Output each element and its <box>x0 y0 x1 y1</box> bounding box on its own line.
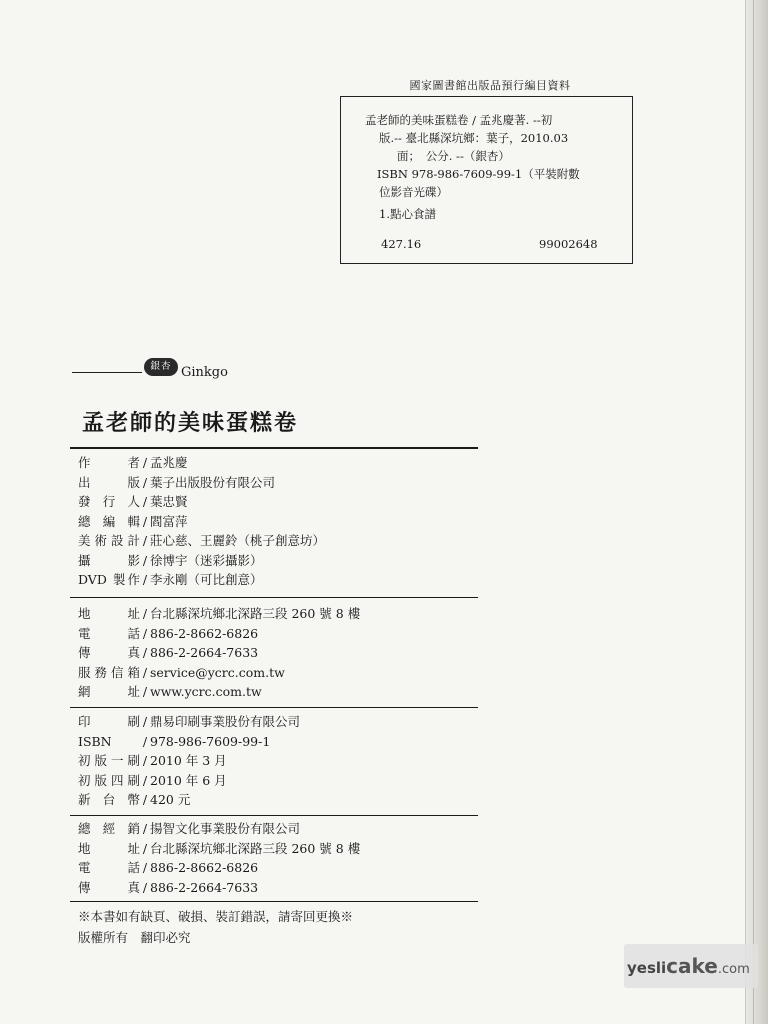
cip-line: 孟老師的美味蛋糕卷 / 孟兆慶著. --初 <box>365 113 553 127</box>
print-row: 新 台 幣 / 420 元 <box>78 790 478 810</box>
row-value: 420 元 <box>150 792 191 807</box>
cip-line: 面； 公分. --（銀杏） <box>397 149 510 163</box>
row-value: 886-2-2664-7633 <box>150 645 259 660</box>
row-label: 總 經 銷 <box>78 821 140 836</box>
print-section <box>78 712 478 810</box>
contact-row: 傳 真 / 886-2-2664-7633 <box>78 643 478 663</box>
row-label: DVD 製作 <box>78 572 140 587</box>
ginkgo-seal-logo: 銀杏 <box>144 358 178 376</box>
row-label: 新 台 幣 <box>78 792 140 807</box>
divider <box>70 815 478 816</box>
row-value: www.ycrc.com.tw <box>150 684 262 699</box>
row-label: 網 址 <box>78 684 140 699</box>
row-label: 發 行 人 <box>78 494 140 509</box>
row-label: 服務信箱 <box>78 664 140 680</box>
row-value: 孟兆慶 <box>150 455 188 470</box>
contact-row: 服務信箱 / service@ycrc.com.tw <box>78 663 478 683</box>
row-value: 鼎易印刷事業股份有限公司 <box>150 714 301 729</box>
book-title: 孟老師的美味蛋糕卷 <box>82 410 299 436</box>
page-edge <box>745 0 768 1024</box>
row-label: 傳 真 <box>78 879 140 895</box>
divider <box>70 447 478 449</box>
divider <box>70 597 478 598</box>
brand-name: Ginkgo <box>181 365 228 380</box>
distributor-row: 電 話 / 886-2-8662-6826 <box>78 858 478 878</box>
row-label: 電 話 <box>78 625 140 641</box>
distributor-row: 地 址 / 台北縣深坑鄉北深路三段 260 號 8 樓 <box>78 839 478 859</box>
page-edge-line <box>753 0 754 1024</box>
row-label: 初版一刷 <box>78 753 140 768</box>
row-value: 莊心慈、王麗鈴（桃子創意坊） <box>150 533 326 548</box>
distributor-section <box>78 819 478 897</box>
row-label: 傳 真 <box>78 645 140 660</box>
row-label: 攝 影 <box>78 552 140 568</box>
row-value: 揚智文化事業股份有限公司 <box>150 821 301 836</box>
divider <box>70 707 478 708</box>
site-watermark <box>624 944 758 988</box>
watermark-part: cake <box>666 954 718 978</box>
credit-row: DVD 製作 / 李永剛（可比創意） <box>78 570 478 590</box>
row-value: 886-2-8662-6826 <box>150 625 259 641</box>
row-value: 台北縣深坑鄉北深路三段 260 號 8 樓 <box>150 840 361 856</box>
row-label: 總 編 輯 <box>78 513 140 529</box>
row-value: 徐博宇（迷彩攝影） <box>150 552 263 568</box>
print-row: ISBN / 978-986-7609-99-1 <box>78 732 478 752</box>
contact-section <box>78 604 478 702</box>
watermark-part: .com <box>717 962 750 977</box>
row-label: 出 版 <box>78 474 140 490</box>
credit-row: 攝 影 / 徐博宇（迷彩攝影） <box>78 551 478 571</box>
row-value: service@ycrc.com.tw <box>150 664 285 680</box>
row-label: 地 址 <box>78 606 140 621</box>
series-brand <box>72 358 492 382</box>
row-value: 2010 年 6 月 <box>150 772 227 788</box>
print-row: 初版一刷 / 2010 年 3 月 <box>78 751 478 771</box>
brand-rule <box>72 372 142 373</box>
row-value: 2010 年 3 月 <box>150 753 227 768</box>
row-label: 初版四刷 <box>78 772 140 788</box>
cip-record-number: 99002648 <box>539 237 598 251</box>
row-value: 葉忠賢 <box>150 494 188 509</box>
cip-class-number: 427.16 <box>381 237 422 251</box>
notice-rights: 版權所有 翻印必究 <box>78 930 191 945</box>
cip-line: 1.點心食譜 <box>379 207 436 221</box>
credit-row: 出 版 / 葉子出版股份有限公司 <box>78 473 478 493</box>
row-value: 葉子出版股份有限公司 <box>150 474 276 490</box>
row-label: 美術設計 <box>78 533 140 548</box>
contact-row: 網 址 / www.ycrc.com.tw <box>78 682 478 702</box>
credit-row: 美術設計 / 莊心慈、王麗鈴（桃子創意坊） <box>78 531 478 551</box>
row-value: 886-2-8662-6826 <box>150 860 259 875</box>
row-label: 電 話 <box>78 860 140 875</box>
cip-heading: 國家圖書館出版品預行編目資料 <box>409 79 571 92</box>
row-value: 閻富萍 <box>150 513 188 529</box>
print-row: 初版四刷 / 2010 年 6 月 <box>78 771 478 791</box>
row-value: 886-2-2664-7633 <box>150 879 259 895</box>
row-value: 李永剛（可比創意） <box>150 572 263 587</box>
cip-line: 版.-- 臺北縣深坑鄉：葉子，2010.03 <box>379 131 569 145</box>
credit-row: 發 行 人 / 葉忠賢 <box>78 492 478 512</box>
row-label: 作 者 <box>78 455 140 470</box>
copyright-notice <box>78 906 353 948</box>
cip-line: ISBN 978-986-7609-99-1（平裝附數 <box>377 167 580 181</box>
cip-box <box>340 96 633 264</box>
row-label: ISBN <box>78 733 112 749</box>
notice-replace: ※本書如有缺頁、破損、裝訂錯誤，請寄回更換※ <box>78 909 354 924</box>
cip-line: 位影音光碟） <box>379 185 448 199</box>
divider <box>70 901 478 902</box>
print-row: 印 刷 / 鼎易印刷事業股份有限公司 <box>78 712 478 732</box>
distributor-row: 總 經 銷 / 揚智文化事業股份有限公司 <box>78 819 478 839</box>
contact-row: 地 址 / 台北縣深坑鄉北深路三段 260 號 8 樓 <box>78 604 478 624</box>
contact-row: 電 話 / 886-2-8662-6826 <box>78 624 478 644</box>
credit-row: 作 者 / 孟兆慶 <box>78 453 478 473</box>
watermark-part: yesli <box>627 959 667 977</box>
credits-section <box>78 453 478 590</box>
row-value: 台北縣深坑鄉北深路三段 260 號 8 樓 <box>150 606 361 621</box>
distributor-row: 傳 真 / 886-2-2664-7633 <box>78 878 478 898</box>
row-value: 978-986-7609-99-1 <box>150 733 271 749</box>
row-label: 地 址 <box>78 840 140 856</box>
row-label: 印 刷 <box>78 714 140 729</box>
credit-row: 總 編 輯 / 閻富萍 <box>78 512 478 532</box>
